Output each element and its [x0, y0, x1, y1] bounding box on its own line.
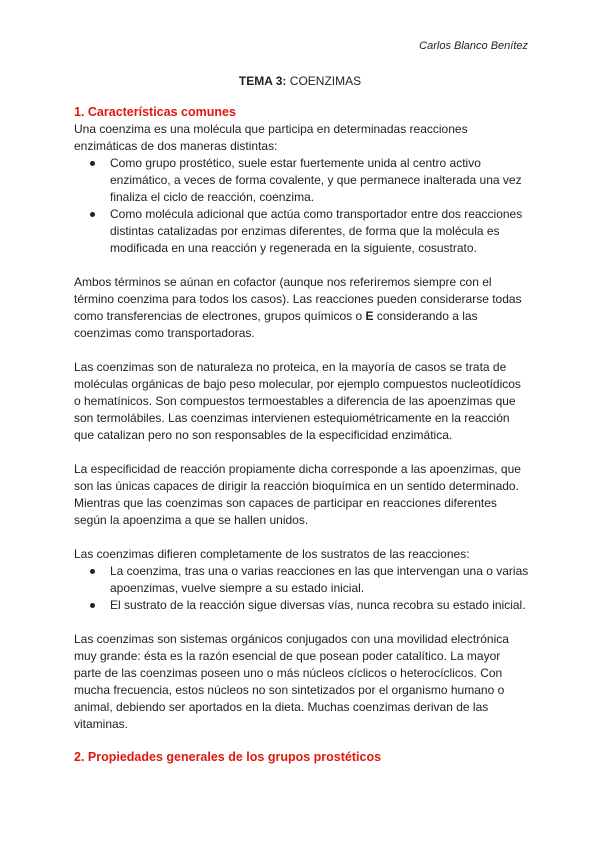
list-item — [110, 597, 530, 614]
title-topic-name: COENZIMAS — [286, 74, 362, 88]
list-item-text: La coenzima, tras una o varias reacciones en las que intervengan una o varias apoenzimas, vuelve siempre a su estado inicial. — [110, 564, 529, 595]
bullet-icon — [90, 161, 95, 166]
list-item — [110, 206, 530, 257]
list-item — [110, 563, 530, 597]
coenzyme-types-list — [74, 155, 530, 257]
list-item-text: Como grupo prostético, suele estar fuertemente unida al centro activo enzimático, a veces de forma covalente, y que permanece inalterada una vez finaliza el ciclo de reacción, coenzima. — [110, 156, 522, 204]
document-body — [74, 104, 530, 766]
bullet-icon — [90, 603, 95, 608]
list-item-text: El sustrato de la reacción sigue diversas vías, nunca recobra su estado inicial. — [110, 598, 526, 612]
title-topic-number: TEMA 3: — [238, 74, 287, 88]
bullet-icon — [90, 212, 95, 217]
list-item — [110, 155, 530, 206]
energy-symbol: E — [365, 309, 374, 323]
conjugated-systems-paragraph: Las coenzimas son sistemas orgánicos conjugados con una movilidad electrónica muy grande: ésta es la razón esencial de que posean poder catalítico. La mayor parte de las coenzimas poseen uno o más núcleos cíclicos o heterocíclicos. Con mucha frecuencia, estos núcleos no son sintetizados por el organismo humano o animal, debiendo ser aportados en la dieta. Muchas coenzimas derivan de las vitaminas. — [74, 632, 509, 731]
cofactor-text-a: Ambos términos se aúnan en cofactor (aunque nos referiremos siempre con el término coenzima para todos los casos). Las reacciones pueden considerarse todas como transferencias de electrones, grupos químicos o — [74, 275, 522, 323]
intro-paragraph: Una coenzima es una molécula que participa en determinadas reacciones enzimáticas de dos maneras distintas: — [74, 122, 468, 153]
cofactor-paragraph — [74, 274, 530, 342]
cofactor-text-b: considerando a las coenzimas como transportadoras. — [74, 309, 478, 340]
differences-list — [74, 563, 530, 614]
document-title — [0, 73, 600, 90]
list-item-text: Como molécula adicional que actúa como transportador entre dos reacciones distintas catalizadas por enzimas diferentes, de forma que la molécula es modificada en una reacción y regenerada en la siguiente, cosustrato. — [110, 207, 523, 255]
section-heading-propiedades: 2. Propiedades generales de los grupos prostéticos — [74, 750, 382, 764]
differences-paragraph: Las coenzimas difieren completamente de los sustratos de las reacciones: — [74, 547, 470, 561]
section-heading-caracteristicas: 1. Características comunes — [74, 105, 236, 119]
bullet-icon — [90, 569, 95, 574]
author-name: Carlos Blanco Benítez — [419, 40, 528, 52]
specificity-paragraph: La especificidad de reacción propiamente dicha corresponde a las apoenzimas, que son las únicas capaces de dirigir la reacción bioquímica en un sentido determinado. Mientras que las coenzimas son capaces de participar en reacciones diferentes según la apoenzima a que se hallen unidos. — [74, 462, 521, 527]
nature-paragraph: Las coenzimas son de naturaleza no proteica, en la mayoría de casos se trata de moléculas orgánicas de bajo peso molecular, por ejemplo compuestos nucleotídicos o hematínicos. Son compuestos termoestables a diferencia de las apoenzimas que son termolábiles. Las coenzimas intervienen estequiométricamente en la reacción que catalizan pero no son responsables de la especificidad enzimática. — [74, 360, 521, 442]
